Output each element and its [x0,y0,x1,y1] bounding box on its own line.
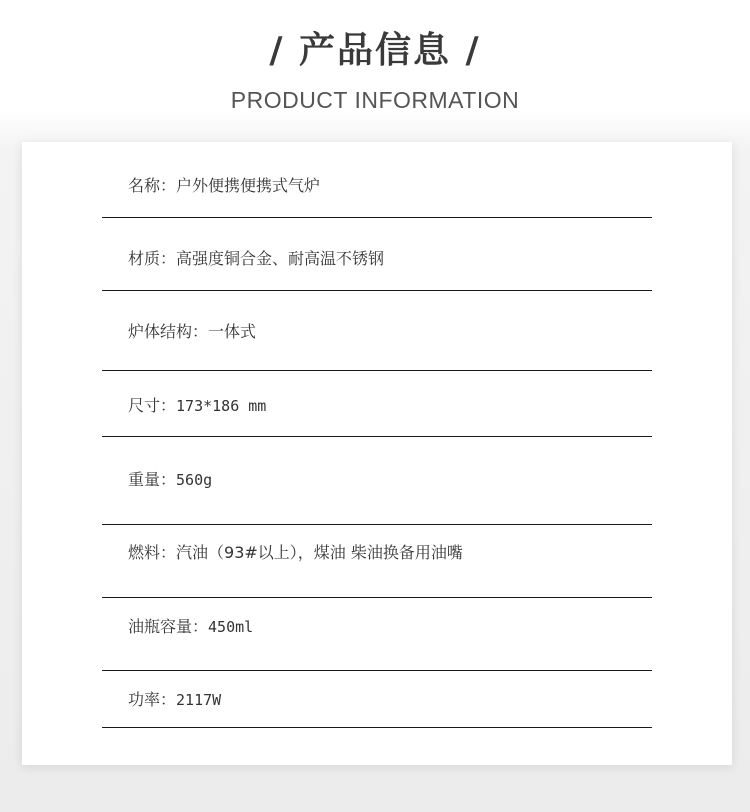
spec-text [128,174,320,198]
section-heading [0,26,750,114]
spec-card [22,142,732,765]
spec-value: 户外便携便携式气炉 [176,176,321,195]
spec-value: 一体式 [208,322,257,341]
section-subtitle: PRODUCT INFORMATION [230,87,520,113]
spec-label: 炉体结构： [128,322,209,341]
spec-label: 尺寸： [128,396,177,415]
spec-value: 高强度铜合金、耐高温不锈钢 [176,249,385,268]
spec-text [128,468,212,492]
spec-text [128,247,384,271]
spec-value: 2117W [176,691,222,709]
spec-value: 560g [176,471,213,489]
spec-label: 功率： [128,690,177,709]
spec-row-capacity [102,597,652,671]
spec-row-fuel [102,524,652,598]
spec-text [128,320,256,344]
spec-value: 汽油（93#以上），煤油 柴油换备用油嘴 [176,543,463,562]
spec-row-power [102,670,652,728]
spec-value: 173*186 mm [176,397,267,415]
spec-row-weight [102,436,652,525]
section-title: / 产品信息 / [269,30,481,71]
spec-label: 燃料： [128,543,177,562]
spec-row-material [102,217,652,291]
spec-text [128,688,221,712]
spec-row-structure [102,290,652,371]
spec-row-name [102,142,652,218]
spec-text [128,541,463,565]
spec-value: 450ml [208,618,254,636]
spec-label: 重量： [128,470,177,489]
spec-row-size [102,370,652,437]
spec-label: 油瓶容量： [128,617,209,636]
spec-text [128,394,266,418]
spec-text [128,615,253,639]
spec-label: 名称： [128,176,177,195]
spec-label: 材质： [128,249,177,268]
